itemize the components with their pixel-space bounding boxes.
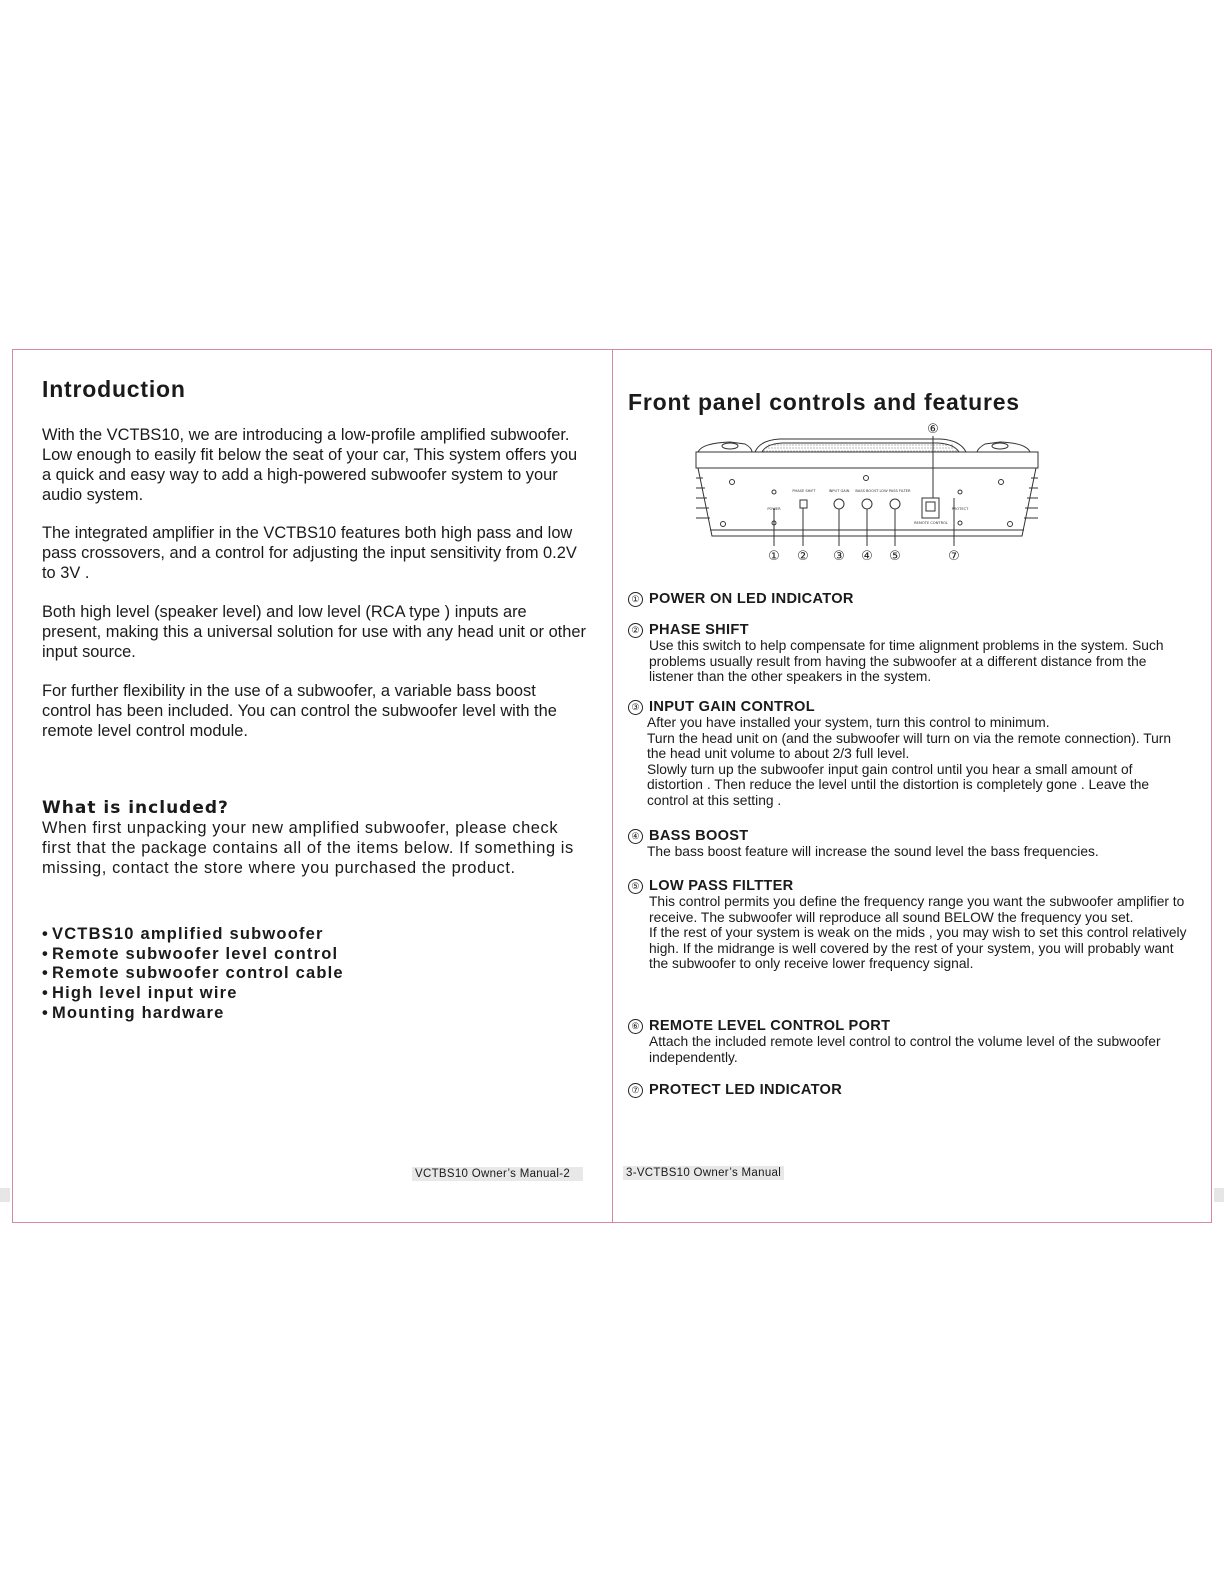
diagram-label-power: POWER bbox=[767, 507, 781, 511]
feature-title: PROTECT LED INDICATOR bbox=[649, 1082, 843, 1098]
callout-4: ④ bbox=[861, 549, 873, 564]
feature-power-led bbox=[628, 591, 1188, 607]
feature-text: This control permits you define the frequency range you want the subwoofer amplifier to receive. The subwoofer will reproduce all sound BELOW the frequency you set. bbox=[649, 894, 1185, 925]
list-item: • Remote subwoofer control cable bbox=[42, 964, 344, 984]
intro-paragraph-4: For further flexibility in the use of a subwoofer, a variable bass boost control has been included. You can control the subwoofer level with the remote level control module. bbox=[42, 682, 557, 740]
front-panel-diagram bbox=[690, 418, 1050, 568]
number-badge: ② bbox=[628, 623, 643, 638]
feature-input-gain bbox=[628, 699, 1188, 809]
diagram-label-bass: BASS BOOST bbox=[855, 489, 879, 493]
included-items-list bbox=[42, 925, 344, 1024]
section-title-what-is-included: What is included? bbox=[42, 798, 229, 818]
list-item: • High level input wire bbox=[42, 984, 344, 1004]
callout-7: ⑦ bbox=[948, 549, 960, 564]
feature-bass-boost bbox=[628, 828, 1188, 860]
feature-title: PHASE SHIFT bbox=[649, 622, 749, 638]
feature-low-pass bbox=[628, 878, 1188, 972]
footer-left: VCTBS10 Owner’s Manual-2 bbox=[412, 1167, 583, 1181]
number-badge: ⑥ bbox=[628, 1019, 643, 1034]
callout-2: ② bbox=[797, 549, 809, 564]
intro-paragraph-1: With the VCTBS10, we are introducing a low-profile amplified subwoofer. Low enough to easily fit below the seat of your car, This system offers you a quick and easy way to add a high-powered subwoofer system to your audio system. bbox=[42, 426, 578, 504]
diagram-label-gain: INPUT GAIN bbox=[828, 489, 850, 493]
page-title-front-panel: Front panel controls and features bbox=[628, 389, 1020, 415]
feature-title: REMOTE LEVEL CONTROL PORT bbox=[649, 1018, 891, 1034]
callout-3: ③ bbox=[833, 549, 845, 564]
feature-text: The bass boost feature will increase the sound level the bass frequencies. bbox=[647, 844, 1099, 859]
feature-text: Attach the included remote level control to control the volume level of the subwoofer independently. bbox=[649, 1034, 1161, 1065]
feature-title: INPUT GAIN CONTROL bbox=[649, 699, 815, 715]
feature-remote-port bbox=[628, 1018, 1188, 1065]
feature-phase-shift bbox=[628, 622, 1188, 685]
intro-paragraph-2: The integrated amplifier in the VCTBS10 features both high pass and low pass crossovers, and a control for adjusting the input sensitivity from 0.2V to 3V . bbox=[42, 524, 577, 582]
feature-text: Turn the head unit on (and the subwoofer will turn on via the remote connection). Turn the head unit volume to about 2/3 full level. bbox=[647, 730, 1172, 762]
footer-right: 3-VCTBS10 Owner’s Manual bbox=[623, 1166, 784, 1180]
number-badge: ⑤ bbox=[628, 879, 643, 894]
feature-text: Use this switch to help compensate for time alignment problems in the system. Such problems usually result from having the subwoofer at a different distance from the listener than the other speakers in the system. bbox=[649, 638, 1164, 685]
diagram-label-phase: PHASE SHIFT bbox=[792, 489, 816, 493]
feature-text: If the rest of your system is weak on the mids , you may wish to set this control relatively high. If the midrange is well covered by the rest of your system, you will probably want the subwoofer to only receive lower frequency signal. bbox=[649, 925, 1187, 972]
intro-paragraph-3: Both high level (speaker level) and low level (RCA type ) inputs are present, making this a universal solution for use with any head unit or other input source. bbox=[42, 603, 586, 661]
list-item: • Remote subwoofer level control bbox=[42, 945, 344, 965]
number-badge: ① bbox=[628, 592, 643, 607]
callout-6: ⑥ bbox=[927, 422, 939, 437]
feature-text: Slowly turn up the subwoofer input gain control until you hear a small amount of distortion . Then reduce the level until the distortion is completely gone . Leave the control at this setting . bbox=[647, 761, 1150, 808]
diagram-label-lpf: LOW PASS FILTER bbox=[879, 489, 911, 493]
callout-5: ⑤ bbox=[889, 549, 901, 564]
callout-1: ① bbox=[768, 549, 780, 564]
diagram-label-protect: PROTECT bbox=[951, 507, 969, 511]
list-item: • VCTBS10 amplified subwoofer bbox=[42, 925, 344, 945]
feature-protect-led bbox=[628, 1082, 1188, 1098]
page-divider bbox=[612, 349, 613, 1223]
feature-text: After you have installed your system, turn this control to minimum. bbox=[647, 715, 1050, 730]
included-intro: When first unpacking your new amplified subwoofer, please check first that the package contains all of the items below. If something is missing, contact the store where you purchased the product. bbox=[42, 819, 574, 877]
feature-title: BASS BOOST bbox=[649, 828, 749, 844]
number-badge: ③ bbox=[628, 700, 643, 715]
feature-title: LOW PASS FILTTER bbox=[649, 878, 794, 894]
number-badge: ⑦ bbox=[628, 1083, 643, 1098]
page-title-introduction: Introduction bbox=[42, 376, 186, 402]
left-page-tab bbox=[0, 1188, 10, 1202]
right-page-tab bbox=[1214, 1188, 1224, 1202]
list-item: • Mounting hardware bbox=[42, 1004, 344, 1024]
number-badge: ④ bbox=[628, 829, 643, 844]
diagram-label-remote: REMOTE CONTROL bbox=[914, 521, 948, 525]
feature-title: POWER ON LED INDICATOR bbox=[649, 591, 854, 607]
